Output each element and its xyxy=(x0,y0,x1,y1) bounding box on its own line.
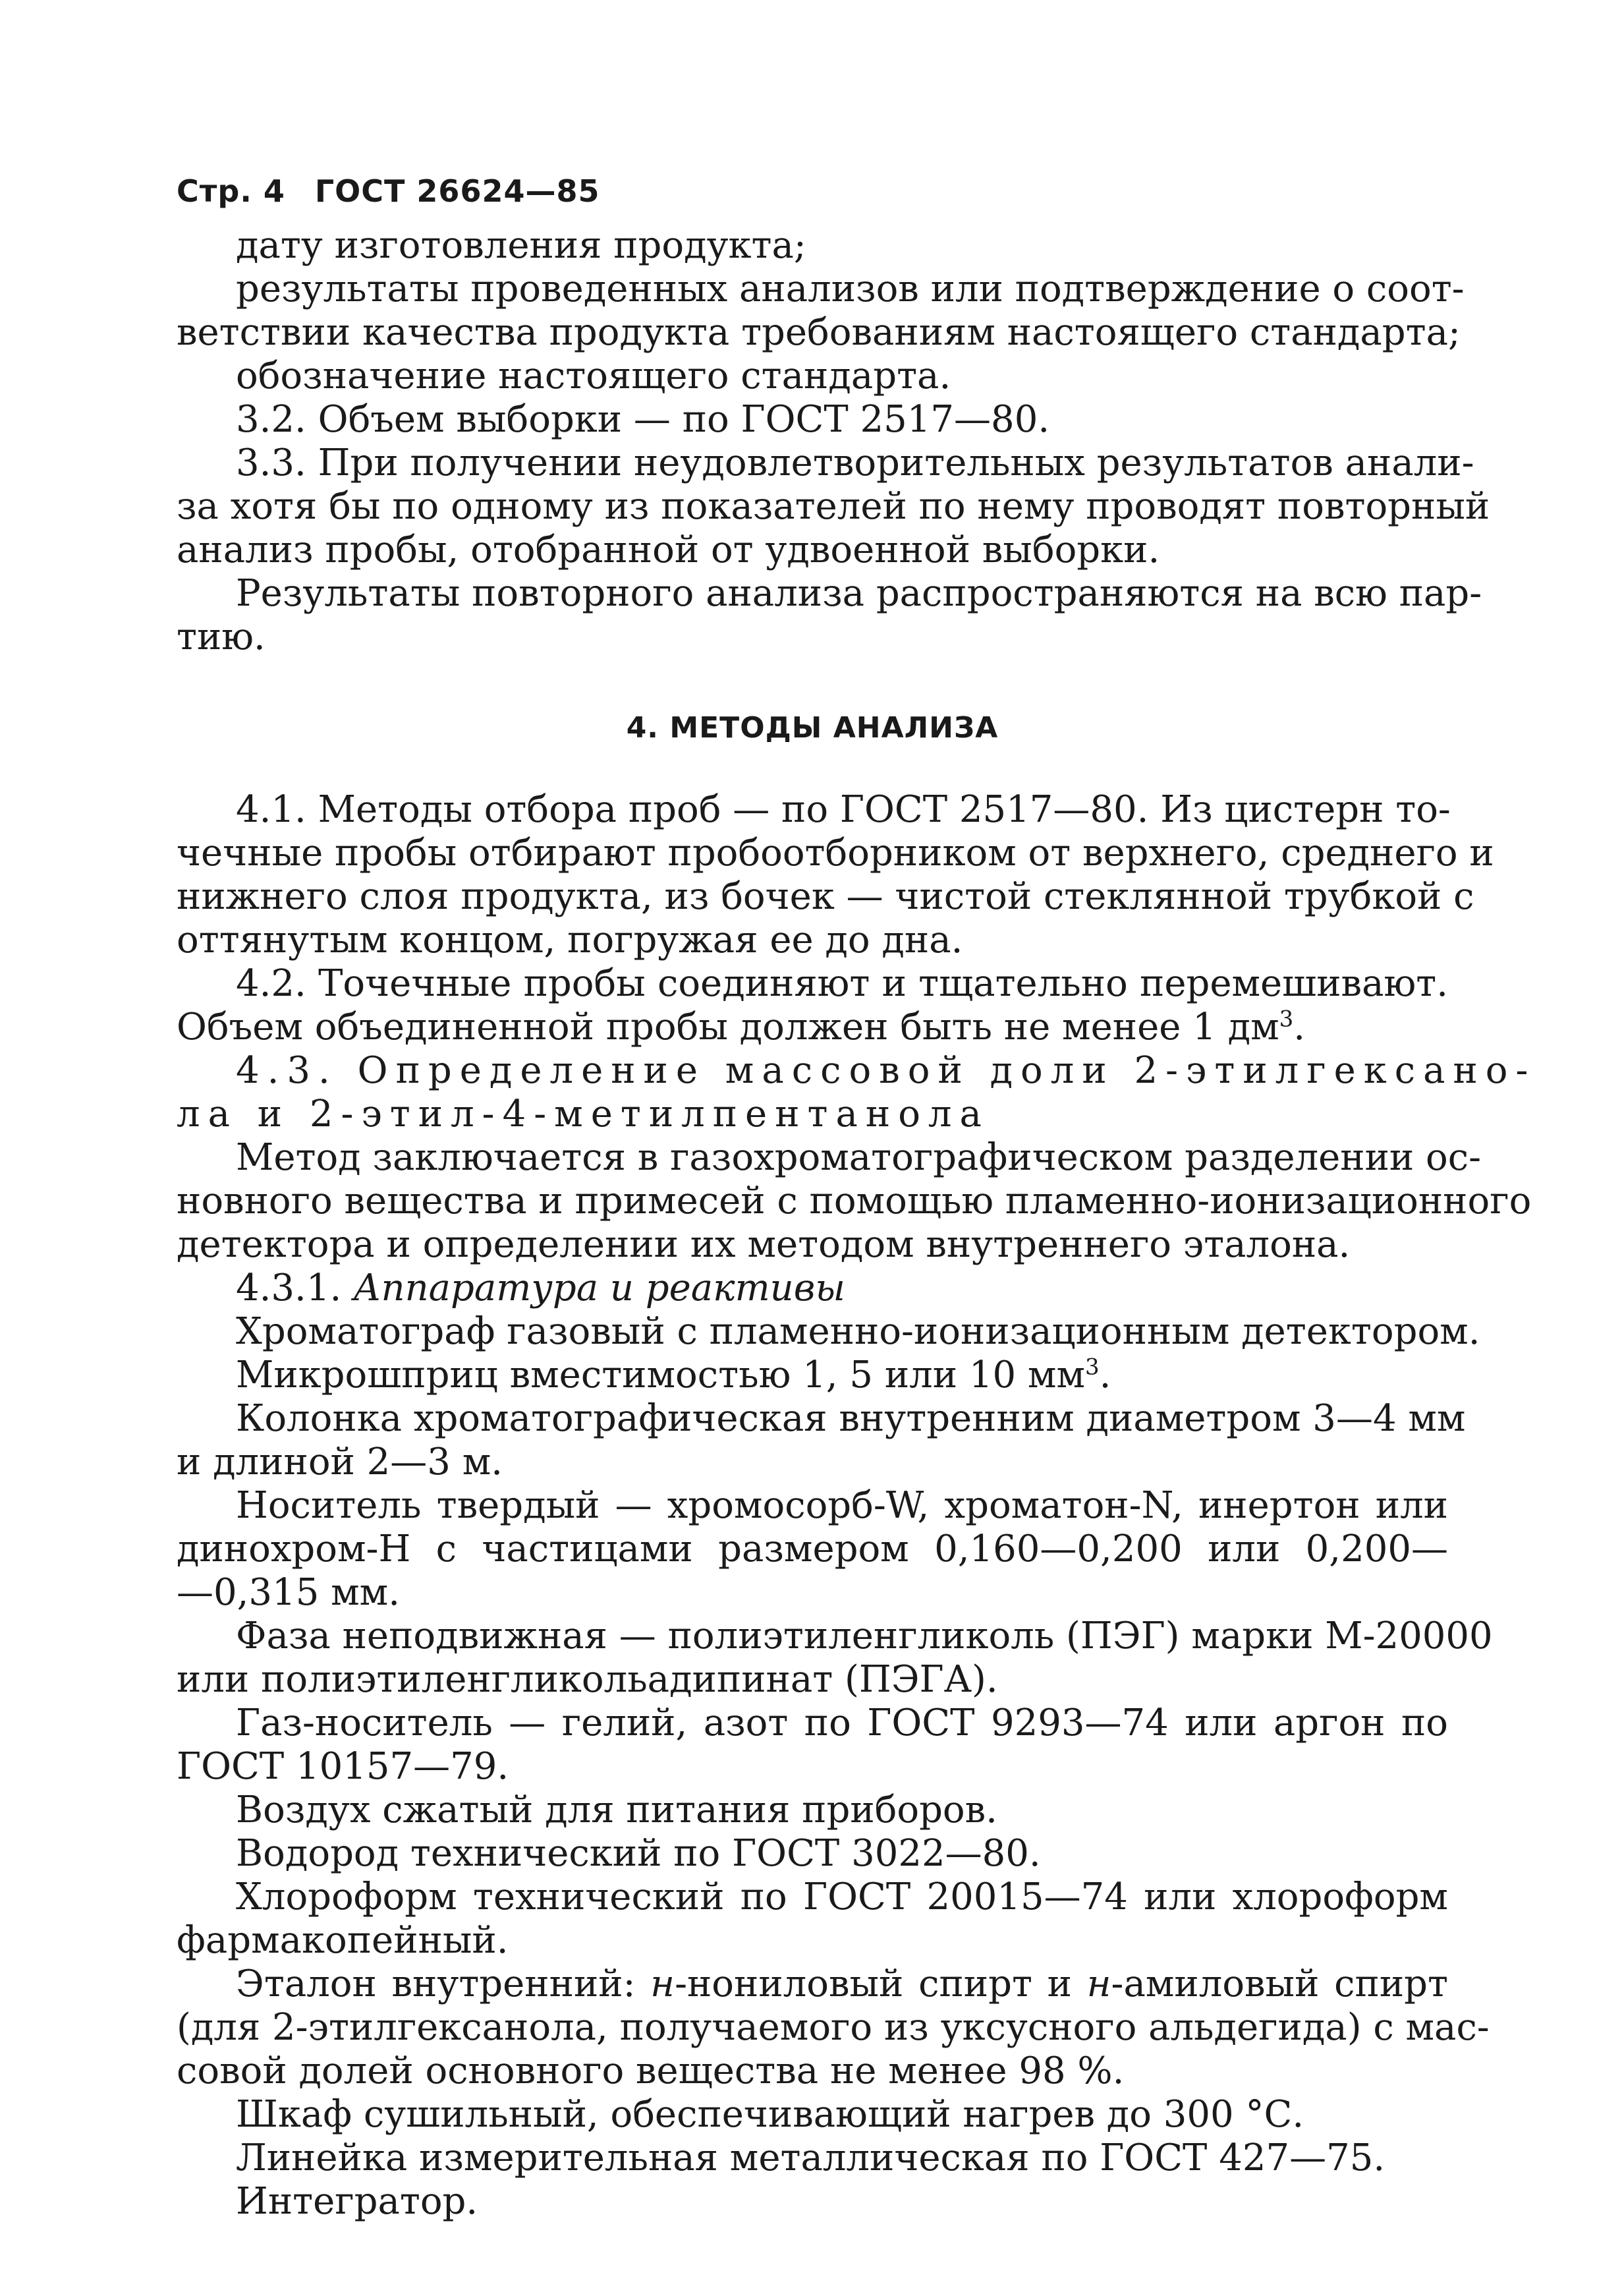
subsection-title: Аппаратура и реактивы xyxy=(353,1267,845,1309)
text-line: Линейка измерительная металлическая по ГОСТ 427—75. xyxy=(236,2137,1385,2179)
clause-4-2: 4.2. Точечные пробы соединяют и тщательно перемешивают. xyxy=(236,962,1448,1005)
text-line: за хотя бы по одному из показателей по нему проводят повторный xyxy=(177,485,1490,528)
text-line: Газ-носитель — гелий, азот по ГОСТ 9293—74 или аргон по xyxy=(236,1702,1448,1744)
text-line: Носитель твердый — хромосорб-W, хроматон-N, инертон или xyxy=(236,1484,1448,1527)
text-line: анализ пробы, отобранной от удвоенной выборки. xyxy=(177,529,1160,571)
standard-designation: ГОСТ 26624—85 xyxy=(314,173,600,209)
text-line: детектора и определении их методом внутреннего эталона. xyxy=(177,1223,1351,1266)
text-line: Хлороформ технический по ГОСТ 20015—74 или хлороформ xyxy=(236,1876,1448,1918)
text-line: Шкаф сушильный, обеспечивающий нагрев до 300 °С. xyxy=(236,2093,1304,2136)
text-line: динохром-Н с частицами размером 0,160—0,200 или 0,200— xyxy=(177,1528,1448,1570)
text-line: Эталон внутренний: н-нониловый спирт и н-амиловый спирт xyxy=(236,1963,1448,2005)
section-3-continuation xyxy=(177,224,1490,659)
text-line: новного вещества и примесей с помощью пламенно-ионизационного xyxy=(177,1180,1532,1222)
section-4-body xyxy=(177,788,1536,2224)
text-line: Воздух сжатый для питания приборов. xyxy=(236,1789,997,1831)
text-line: и длиной 2—3 м. xyxy=(177,1441,503,1483)
section-heading: 4. МЕТОДЫ АНАЛИЗА xyxy=(626,711,999,745)
text-line: Результаты повторного анализа распространяются на всю пар- xyxy=(236,572,1482,615)
text-line: —0,315 мм. xyxy=(177,1571,401,1614)
clause-4-1: 4.1. Методы отбора проб — по ГОСТ 2517—80. Из цистерн то- xyxy=(236,788,1451,831)
clause-3-3: 3.3. При получении неудовлетворительных результатов анали- xyxy=(236,442,1474,484)
text-line: Водород технический по ГОСТ 3022—80. xyxy=(236,1832,1041,1875)
text-line: нижнего слоя продукта, из бочек — чистой стеклянной трубкой с xyxy=(177,875,1474,918)
text-line: Интегратор. xyxy=(236,2180,478,2223)
text-line: тию. xyxy=(177,616,266,658)
text-line: Объем объединенной пробы должен быть не менее 1 $дм^3$. xyxy=(177,1006,1306,1048)
text-line: или полиэтиленгликольадипинат (ПЭГА). xyxy=(177,1658,998,1701)
document-page xyxy=(177,165,1536,2224)
clause-4-3: 4.3. Определение массовой доли 2-этилгексано- xyxy=(236,1049,1536,1092)
clause-3-2: 3.2. Объем выборки — по ГОСТ 2517—80. xyxy=(236,398,1050,441)
text-line: ветствии качества продукта требованиям настоящего стандарта; xyxy=(177,311,1461,354)
text-line: фармакопейный. xyxy=(177,1919,509,1962)
page-number: Стр. 4 xyxy=(177,173,285,209)
text-line: (для 2-этилгексанола, получаемого из уксусного альдегида) с мас- xyxy=(177,2006,1490,2049)
text-line: обозначение настоящего стандарта. xyxy=(236,355,951,397)
text-line: ГОСТ 10157—79. xyxy=(177,1745,509,1788)
text-line: Хроматограф газовый с пламенно-ионизационным детектором. xyxy=(236,1310,1480,1353)
text-line: Фаза неподвижная — полиэтиленгликоль (ПЭГ) марки М-20000 xyxy=(236,1615,1493,1657)
text-line: результаты проведенных анализов или подтверждение о соот- xyxy=(236,268,1465,310)
text-line: Метод заключается в газохроматографическом разделении ос- xyxy=(236,1136,1482,1179)
text-line: Микрошприц вместимостью 1, 5 или 10 $мм^3$. xyxy=(236,1354,1111,1396)
page-header xyxy=(177,165,1448,217)
text-line: совой долей основного вещества не менее 98 %. xyxy=(177,2050,1125,2092)
text-line: ла и 2-этил-4-метилпентанола xyxy=(177,1093,990,1135)
text-line: Колонка хроматографическая внутренним диаметром 3—4 мм xyxy=(236,1397,1466,1440)
text-line: оттянутым концом, погружая ее до дна. xyxy=(177,919,963,961)
text-line: дату изготовления продукта; xyxy=(236,224,806,267)
clause-4-3-1: 4.3.1. Аппаратура и реактивы xyxy=(236,1267,845,1309)
text-line: чечные пробы отбирают пробоотборником от верхнего, среднего и xyxy=(177,832,1494,875)
